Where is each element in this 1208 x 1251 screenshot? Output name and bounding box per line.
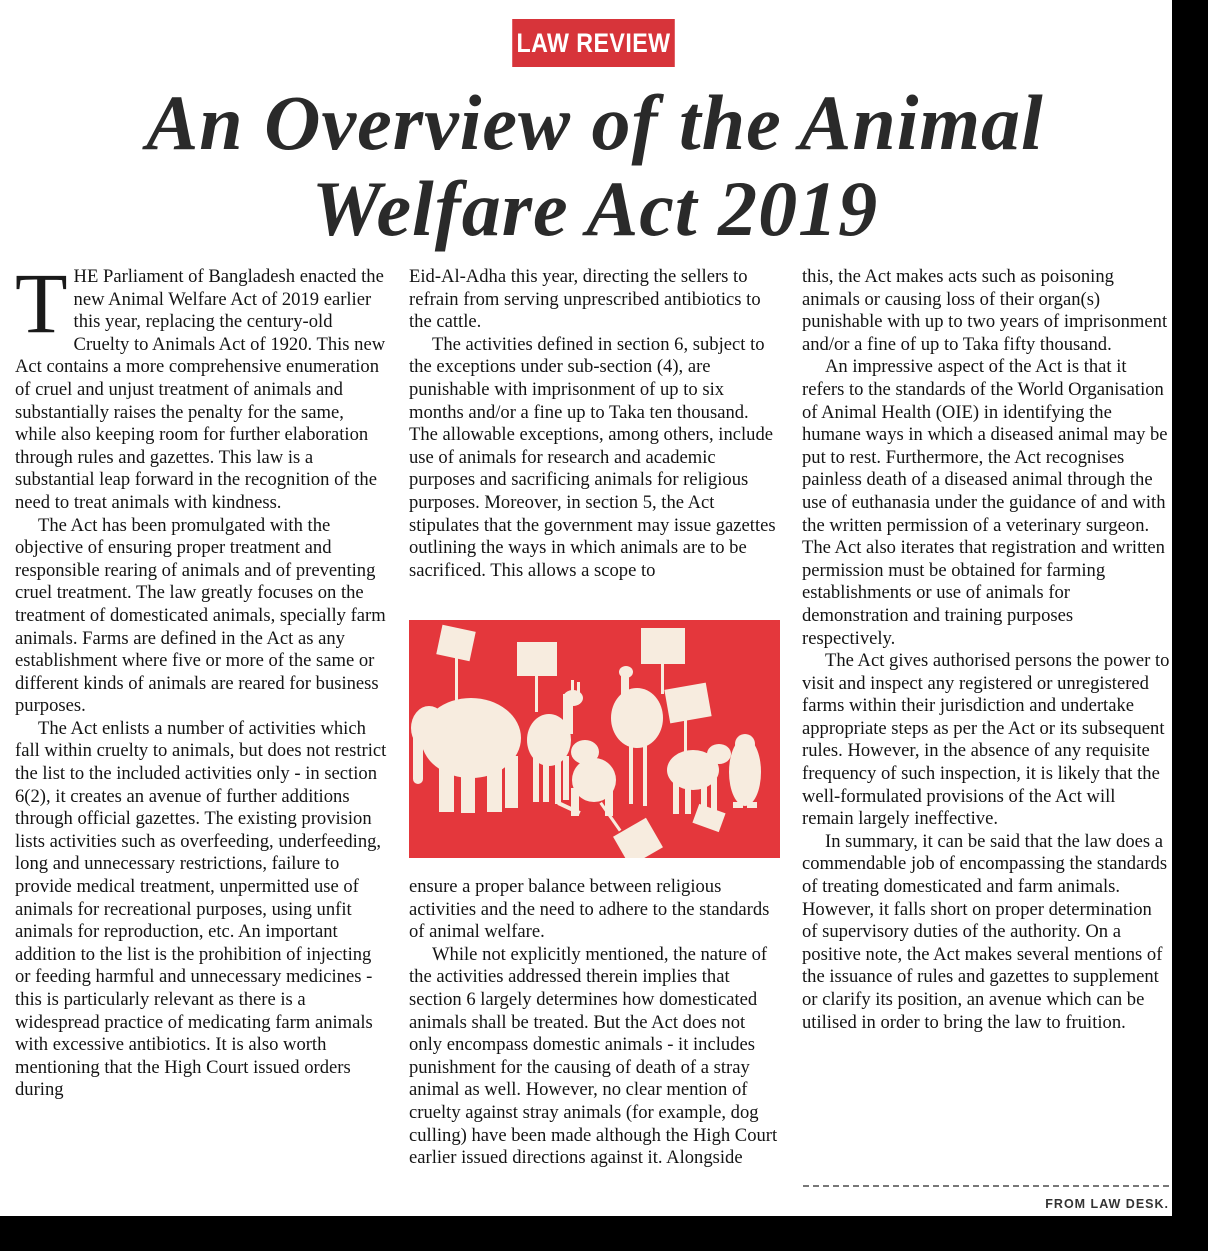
scan-border-bottom: [0, 1216, 1208, 1251]
article-column-2-bottom: [409, 876, 781, 1170]
paragraph: The Act gives authorised persons the power to visit and inspect any registered or unregistered farms within their jurisdiction and undertake appropriate steps as per the Act or its subsequent rules. However, in the absence of any requisite frequency of such inspection, it is likely that the well-formulated provisions of the Act will remain largely ineffective.: [802, 650, 1170, 830]
article-column-2-top: [409, 266, 781, 582]
paragraph: An impressive aspect of the Act is that it refers to the standards of the World Organisation of Animal Health (OIE) in identifying the humane ways in which a diseased animal may be put to rest. Furthermore, the Act recognises painless death of a diseased animal through the use of euthanasia under the guidance of and with the written permission of a veterinary surgeon. The Act also iterates that registration and written permission must be obtained for farming establishments or use of animals for demonstration and training purposes respectively.: [802, 356, 1168, 649]
paragraph: this, the Act makes acts such as poisoning animals or causing loss of their organ(s) punishable with up to two years of imprisonment and/or a fine of up to Taka fifty thousand.: [802, 266, 1168, 355]
headline-line-1: An Overview of the Animal: [146, 79, 1044, 166]
byline-divider: [803, 1185, 1169, 1187]
byline: FROM LAW DESK.: [1045, 1197, 1169, 1211]
paragraph: The Act has been promulgated with the objective of ensuring proper treatment and responsible rearing of animals and of preventing cruel treatment. The law greatly focuses on the treatment of domesticated animals, specially farm animals. Farms are defined in the Act as any establishment where five or more of the same or different kinds of animals are reared for business purposes.: [15, 514, 386, 717]
paragraph: [15, 255, 387, 515]
paragraph: While not explicitly mentioned, the nature of the activities addressed therein implies that section 6 largely determines how domesticated animals shall be treated. But the Act does not only encompass domestic animals - it includes punishment for the causing of death of a stray animal as well. However, no clear mention of cruelty against stray animals (for example, dog culling) have been made although the High Court earlier issued directions against it. Alongside: [409, 943, 778, 1169]
drop-cap: T: [15, 255, 68, 351]
section-tag: LAW REVIEW: [512, 19, 675, 67]
scan-border-right: [1172, 0, 1208, 1251]
article-column-1: [15, 255, 387, 1102]
protesting-animals-illustration-icon: [409, 620, 780, 858]
paragraph-text: HE Parliament of Bangladesh enacted the new Animal Welfare Act of 2019 earlier this year, replacing the century-old Cruelty to Animals Act of 1920. This new Act contains a more comprehensive enumeration of cruel and unjust treatment of animals and substantially raises the penalty for the same, while also keeping room for further elaboration through rules and gazettes. This law is a substantial leap forward in the recognition of the need to treat animals with kindness.: [15, 266, 386, 513]
headline: [40, 80, 1150, 252]
paragraph: The activities defined in section 6, subject to the exceptions under sub-section (4), are punishable with imprisonment of up to six months and/or a fine up to Taka ten thousand. The allowable exceptions, among others, include use of animals for research and academic purposes and sacrificing animals for religious purposes. Moreover, in section 5, the Act stipulates that the government may issue gazettes outlining the ways in which animals are to be sacrificed. This allows a scope to: [409, 333, 776, 581]
article-column-3: [802, 266, 1170, 1034]
paragraph: Eid-Al-Adha this year, directing the sellers to refrain from serving unprescribed antibiotics to the cattle.: [409, 266, 761, 333]
headline-line-2: Welfare Act 2019: [311, 165, 879, 252]
paragraph: The Act enlists a number of activities which fall within cruelty to animals, but does not restrict the list to the included activities only - in section 6(2), it creates an avenue of further additions through official gazettes. The existing provision lists activities such as overfeeding, underfeeding, long and unnecessary restrictions, failure to provide medical treatment, unpermitted use of animals for recreational purposes, using unfit animals for reproduction, etc. An important addition to the list is the prohibition of injecting or feeding harmful and unnecessary medicines - this is particularly relevant as there is a widespread practice of medicating farm animals with excessive antibiotics. It is also worth mentioning that the High Court issued orders during: [15, 717, 387, 1101]
paragraph: In summary, it can be said that the law does a commendable job of encompassing the standards of treating domesticated and farm animals. However, it falls short on proper determination of supervisory duties of the authority. On a positive note, the Act makes several mentions of the issuance of rules and gazettes to supplement or clarify its position, an avenue which can be utilised in order to bring the law to fruition.: [802, 830, 1168, 1033]
paragraph: ensure a proper balance between religious activities and the need to adhere to the standards of animal welfare.: [409, 876, 770, 943]
